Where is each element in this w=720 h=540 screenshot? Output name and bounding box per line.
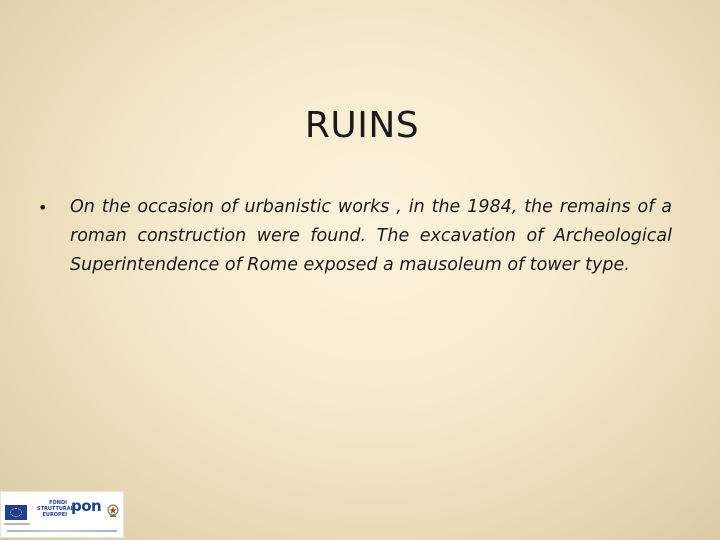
footer-logo-strip <box>0 491 124 538</box>
flag-caption <box>4 523 30 525</box>
fondi-line-1: FONDI <box>49 500 67 506</box>
fondi-strutturali-logo <box>37 500 76 518</box>
eu-stars-icon <box>10 508 22 517</box>
bullet-marker: • <box>38 198 48 217</box>
slide-title: RUINS <box>304 105 420 146</box>
logo-strip-footer-line <box>7 530 117 532</box>
bullet-text: On the occasion of urbanistic works , in the 1984, the remains of a roman construction were found. The excavation of Archeological Superintendence of Rome exposed a mausoleum of tower type. <box>70 197 672 275</box>
bullet-item <box>38 193 672 280</box>
bullet-list <box>38 193 672 280</box>
pon-logo: pon <box>71 497 102 515</box>
fondi-line-2: STRUTTURALI <box>37 506 76 512</box>
italian-republic-emblem-icon <box>107 503 119 518</box>
eu-flag-icon <box>5 505 27 520</box>
fondi-line-3: EUROPEI <box>42 512 67 518</box>
